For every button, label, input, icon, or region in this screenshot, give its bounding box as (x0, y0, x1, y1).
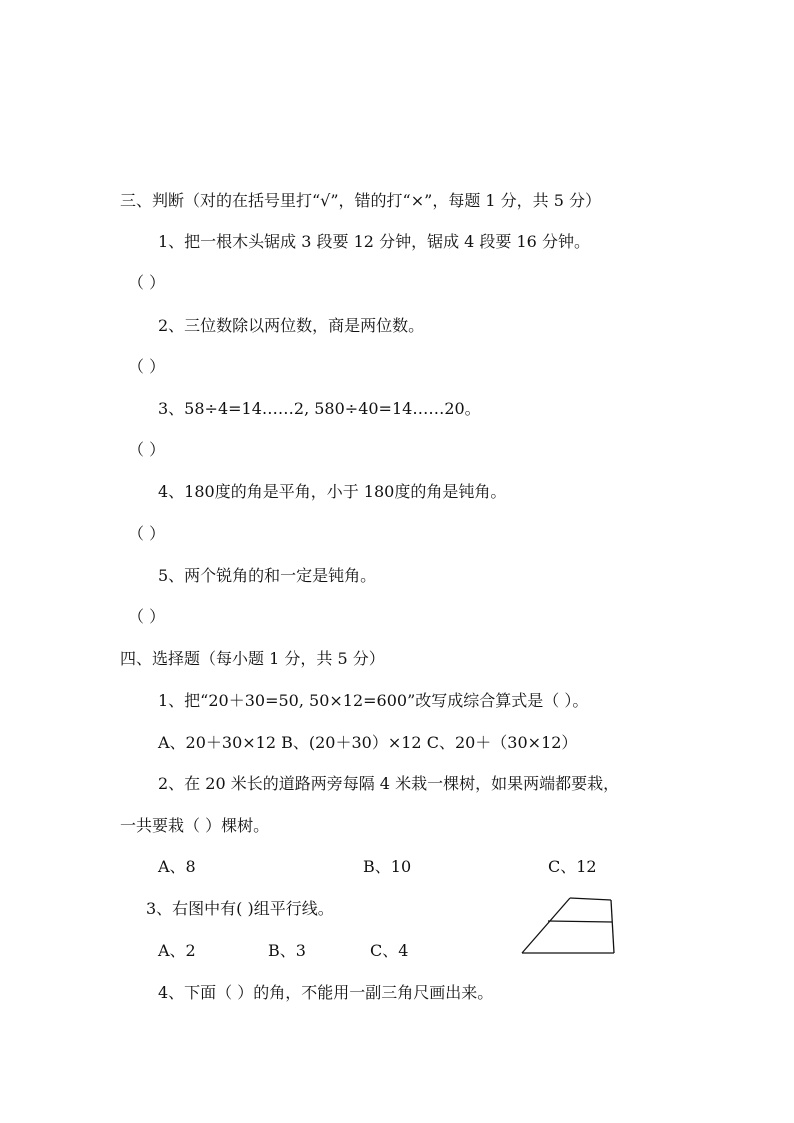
parallel-lines-figure (518, 894, 618, 958)
judge-question-3: 3、58÷4=14……2, 580÷40=14……20。 (158, 399, 481, 418)
choice-question-2-option-b: B、10 (363, 857, 412, 876)
choice-question-3-option-b: B、3 (268, 941, 306, 960)
judge-answer-4: （ ） (128, 524, 166, 543)
choice-question-2-line-1: 2、在 20 米长的道路两旁每隔 4 米栽一棵树，如果两端都要栽， (158, 774, 620, 793)
choice-question-2-line-2: 一共要栽（ ）棵树。 (120, 816, 270, 835)
choice-question-1: 1、把“20＋30=50, 50×12=600”改写成综合算式是（ ）。 (158, 691, 589, 710)
judge-question-1: 1、把一根木头锯成 3 段要 12 分钟，锯成 4 段要 16 分钟。 (158, 232, 590, 251)
judge-question-5: 5、两个锐角的和一定是钝角。 (158, 566, 377, 585)
choice-question-1-options: A、20＋30×12 B、(20＋30）×12 C、20＋（30×12） (158, 733, 578, 752)
judge-question-4: 4、180度的角是平角，小于 180度的角是钝角。 (158, 482, 507, 501)
choice-question-4: 4、下面（ ）的角，不能用一副三角尺画出来。 (158, 983, 494, 1002)
judge-question-2: 2、三位数除以两位数，商是两位数。 (158, 316, 425, 335)
figure-top-edge (570, 898, 611, 900)
figure-middle-line (548, 921, 612, 922)
choice-question-2-option-c: C、12 (548, 857, 597, 876)
choice-question-3-option-c: C、4 (370, 941, 409, 960)
judge-answer-5: （ ） (128, 607, 166, 626)
judge-answer-1: （ ） (128, 273, 166, 292)
choice-question-3: 3、右图中有( )组平行线。 (146, 899, 334, 918)
figure-right-edge (611, 900, 614, 953)
judge-answer-2: （ ） (128, 357, 166, 376)
section-3-heading: 三、判断（对的在括号里打“√”，错的打“×”，每题 1 分，共 5 分） (120, 191, 602, 210)
choice-question-3-option-a: A、2 (158, 941, 196, 960)
section-4-heading: 四、选择题（每小题 1 分，共 5 分） (120, 649, 385, 668)
judge-answer-3: （ ） (128, 440, 166, 459)
figure-left-edge (522, 898, 570, 953)
choice-question-2-option-a: A、8 (158, 857, 196, 876)
